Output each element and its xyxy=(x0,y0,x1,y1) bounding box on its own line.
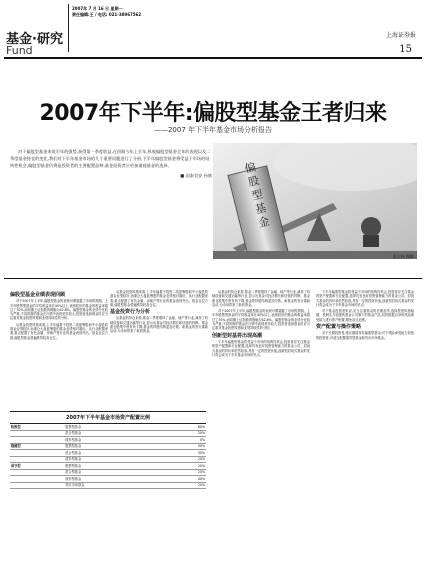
table-fund-type-cell: 股票型基金 xyxy=(64,463,163,470)
header-rule xyxy=(4,57,422,59)
table-ratio-cell: 20% xyxy=(163,430,206,437)
pillar-char: 型 xyxy=(250,187,265,203)
body-column-2 xyxy=(110,290,208,406)
table-fund-type-cell: 股票型基金 xyxy=(64,443,163,450)
table-ratio-cell: 30% xyxy=(163,450,206,457)
body-column-3 xyxy=(212,290,310,566)
column-text: 从基金投资风格来看,上半年偏重于投资二线蓝筹股和中小盘股的基金业绩较好,而重仓大盘蓝筹股的基金业绩相对落后。从行业配置来看,重点配置了有色金属、房地产等行业的基金表现突出。基金仓位方面,偏股型基金普遍维持较高仓位。 xyxy=(110,290,208,307)
table-ratio-cell: 20% xyxy=(163,469,206,476)
column-text: 对于2007年上半年,偏股型基金的表现可谓超越了市场的预期。上半年股票型基金的平均收益率在40%以上,表现较好的基金的收益率超过了70%,而同期上证指数的涨幅为42.8%。偏股型基金的业绩分化较为严重,不同风格的基金在行情中表现差异较大,投资者选择基金时应当注重对基金投资风格和业绩持续性的分析。 xyxy=(10,299,108,321)
table-fund-type-cell: 货币市场基金 xyxy=(64,482,163,489)
small-figure-head xyxy=(361,217,381,237)
issue-date: 2007年 7 月 16 日 星期一 xyxy=(72,6,123,11)
column-heading: 基金投资行为分析 xyxy=(110,309,151,316)
table-ratio-cell: 20% xyxy=(163,463,206,470)
allocation-table-body xyxy=(10,424,206,489)
column-text: 从基金的持仓来看,基金二季度增持了金融、地产等行业,减持了机械设备和交通运输等行业,显示出基金对经济增长和估值的判断。基金重仓股集中度有所下降,基金的持股结构更加分散。新基金的发行重新启动,为市场带来了新的资金。 xyxy=(110,316,208,334)
column-text: 对于长期投资者,建议继续持有偏股型基金;对于风险承受能力较低的投资者,可适当配置债券型基金和货币市场基金。 xyxy=(316,331,414,340)
table-fund-type-cell: 股票型基金 xyxy=(64,424,163,430)
issue-editor: 责任编辑:王 / 电话: 021-38967562 xyxy=(72,12,142,17)
table-row xyxy=(10,482,206,489)
table-group-cell xyxy=(10,482,64,489)
table-ratio-cell: 80% xyxy=(163,424,206,430)
column-text: 从基金的持仓来看,基金二季度增持了金融、地产等行业,减持了机械设备和交通运输等行业,显示出基金对经济增长和估值的判断。基金重仓股集中度有所下降,基金的持股结构更加分散。新基金的发行重新启动,为市场带来了新的资金。 xyxy=(212,290,310,307)
article-lead xyxy=(10,148,212,179)
table-ratio-cell: 0% xyxy=(163,437,206,444)
article-author: ■ 国泰君安 孙康 xyxy=(180,172,212,178)
section-title: 基金·研究 xyxy=(6,32,63,47)
column-text: 对于基金投资者来说,应当注重基金的长期业绩,选择投资风格稳健、投研实力较强的基金公司旗下的基金产品,同时根据自身的风险承受能力进行资产配置,避免盲目追涨。 xyxy=(316,309,414,322)
pillar-char: 偏 xyxy=(243,160,258,176)
photo-credit: 张大伟 摄影 xyxy=(392,254,414,259)
page-number: 15 xyxy=(399,44,412,55)
table-ratio-cell: 20% xyxy=(163,456,206,463)
table-fund-type-cell: 混合型基金 xyxy=(64,469,163,476)
seesaw-illustration xyxy=(213,143,417,259)
article-subtitle: ——2007 年下半年基金市场分析报告 xyxy=(153,126,273,134)
table-ratio-cell: 50% xyxy=(163,443,206,450)
column-heading: 创新型封基将出现高潮 xyxy=(212,332,263,339)
table-fund-type-cell: 混合型基金 xyxy=(64,430,163,437)
table-fund-type-cell: 债券型基金 xyxy=(64,437,163,444)
table-group-cell: 稳健型 xyxy=(10,443,64,450)
illustration-image xyxy=(213,143,417,259)
pillar-char: 股 xyxy=(246,173,261,190)
table-title: 2007年下半年基金市场资产配置比例 xyxy=(10,412,206,424)
column-heading: 偏股型基金业绩表现回顾 xyxy=(10,292,66,298)
column-text: 下半年偏股型基金将受益于市场的结构性机会,投资者应关注基金的资产配置和行业配置,选择具有良好投资管理能力的基金公司。封闭式基金的折价率依然较高,具有一定的投资价值,创新型封闭式基金的发行将会成为下半年基金市场的亮点。 xyxy=(212,339,310,357)
newspaper-name: 上海证券报 xyxy=(385,32,416,39)
table-ratio-cell: 40% xyxy=(163,476,206,483)
table-group-cell: 保守型 xyxy=(10,463,64,470)
issue-info xyxy=(72,6,141,18)
body-column-4 xyxy=(316,290,414,566)
small-figure-body xyxy=(363,235,379,247)
pillar-char: 基 xyxy=(253,201,268,217)
table-ratio-cell: 20% xyxy=(163,482,206,489)
article-title: 2007年下半年:偏股型基金王者归来 xyxy=(39,101,387,126)
table-fund-type-cell: 混合型基金 xyxy=(64,450,163,457)
lead-text: 对于偏股型基金来说半年的强势,获得第一季度收益,在回顾今年上半年,纵观偏股型基金全年的表现以及二季度基金持仓的变化,我们对下半年基金市场的几个重要问题进行了分析,下半年偏股型基金将受益于市场的结构性机会,偏股型基金仍将是投资者的主要配置品种,基金投资者应更加重视基金的选择。 xyxy=(10,149,211,169)
page-header xyxy=(0,0,426,57)
section-logo-box xyxy=(4,4,69,57)
column-text: 从基金投资风格来看,上半年偏重于投资二线蓝筹股和中小盘股的基金业绩较好,而重仓大盘蓝筹股的基金业绩相对落后。从行业配置来看,重点配置了有色金属、房地产等行业的基金表现突出。基金仓位方面,偏股型基金普遍维持较高仓位。 xyxy=(10,322,108,340)
body-column-1 xyxy=(10,290,108,406)
column-text: 对于2007年上半年,偏股型基金的表现可谓超越了市场的预期。上半年股票型基金的平均收益率在40%以上,表现较好的基金的收益率超过了70%,而同期上证指数的涨幅为42.8%。偏股型基金的业绩分化较为严重,不同风格的基金在行情中表现差异较大,投资者选择基金时应当注重对基金投资风格和业绩持续性的分析。 xyxy=(212,309,310,331)
table-fund-type-cell: 债券型基金 xyxy=(64,476,163,483)
body-rule xyxy=(4,278,422,279)
column-text: 下半年偏股型基金将受益于市场的结构性机会,投资者应关注基金的资产配置和行业配置,选择具有良好投资管理能力的基金公司。封闭式基金的折价率依然较高,具有一定的投资价值,创新型封闭式基金的发行将会成为下半年基金市场的亮点。 xyxy=(316,290,414,307)
pillar-char: 金 xyxy=(257,214,271,230)
column-heading: 资产配置与操作策略 xyxy=(316,324,362,331)
section-title-en: Fund xyxy=(6,44,33,57)
allocation-table xyxy=(10,411,206,489)
table-fund-type-cell: 债券型基金 xyxy=(64,456,163,463)
table-group-cell: 积极型 xyxy=(10,424,64,430)
